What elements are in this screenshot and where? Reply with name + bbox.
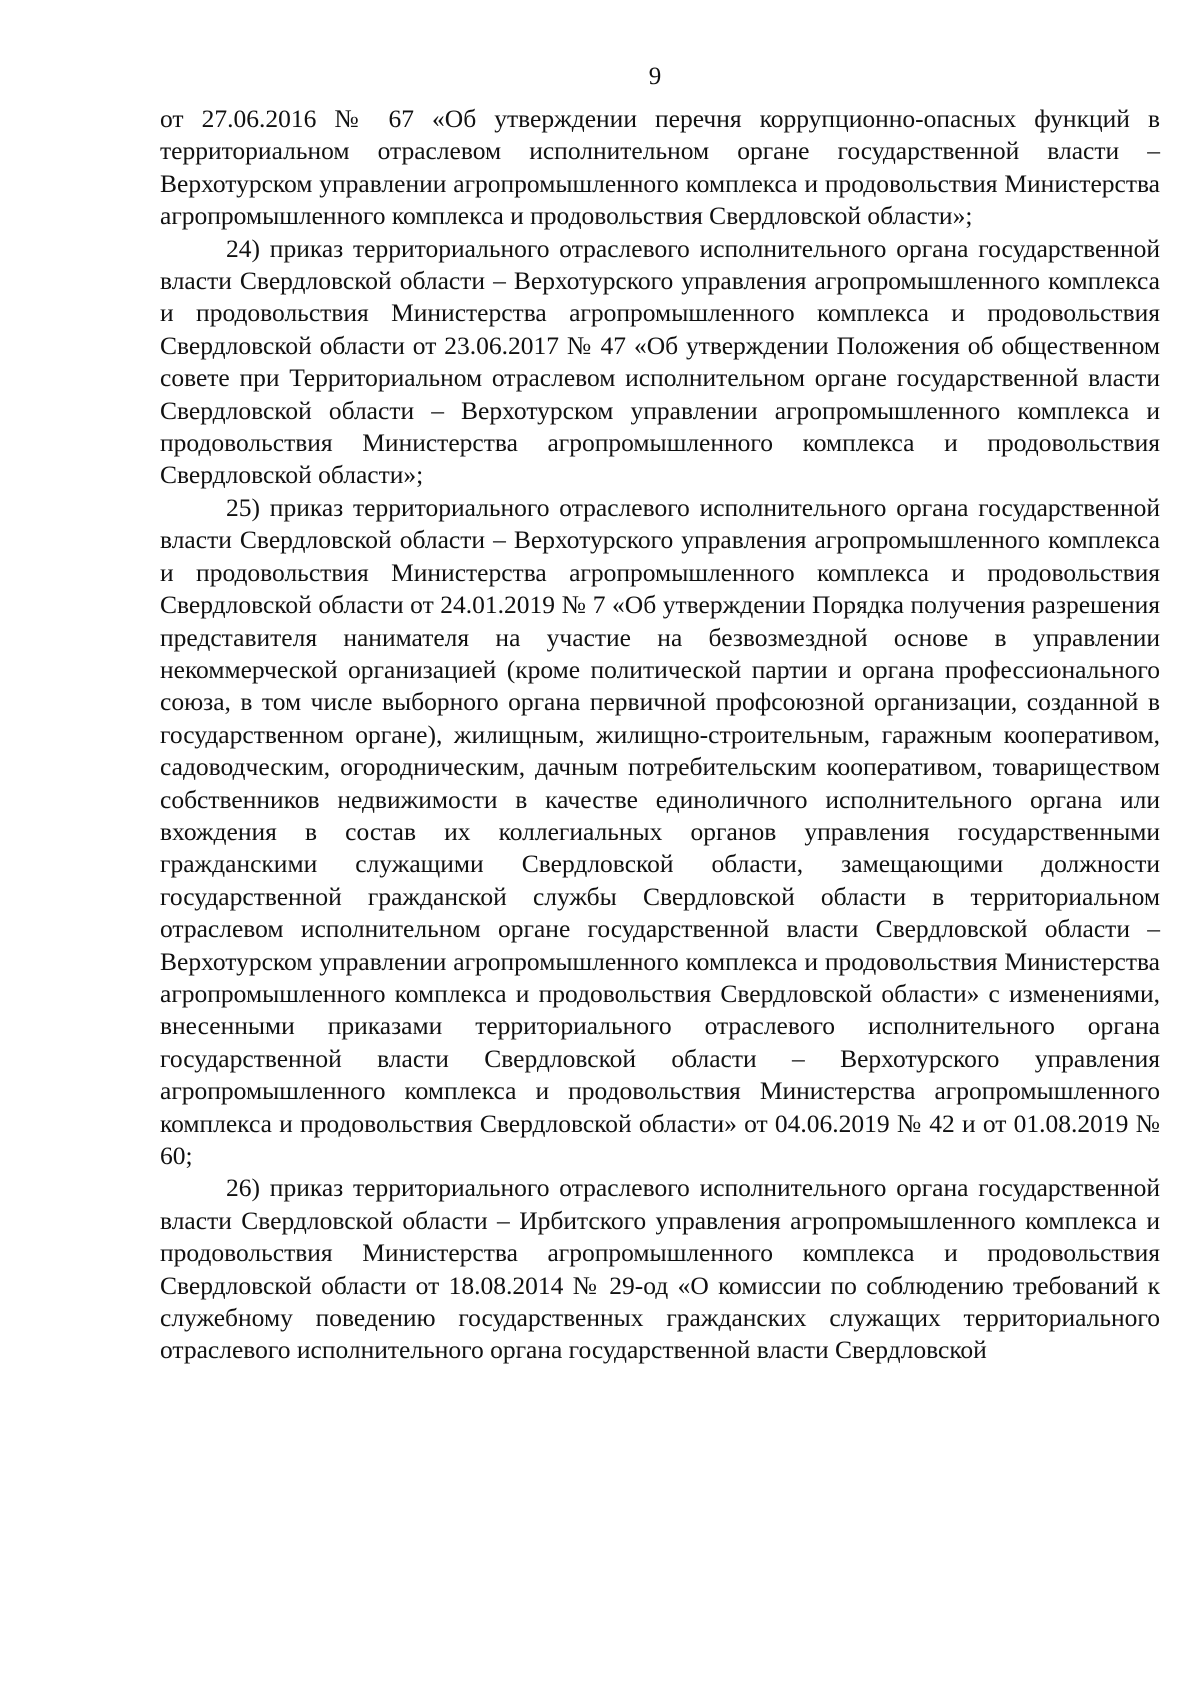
document-body	[160, 103, 1160, 1367]
paragraph-continuation: от 27.06.2016 № 67 «Об утверждении перечня коррупционно-опасных функций в территориальном отраслевом исполнительном органе государственной власти – Верхотурском управлении агропромышленного комплекса и продовольствия Министерства агропромышленного комплекса и продовольствия Свердловской области»;	[160, 104, 1160, 231]
paragraph-item-24: 24) приказ территориального отраслевого исполнительного органа государственной власти Свердловской области – Верхотурского управления агропромышленного комплекса и продовольствия Министерства агропромышленного комплекса и продовольствия Свердловской области от 23.06.2017 № 47 «Об утверждении Положения об общественном совете при Территориальном отраслевом исполнительном органе государственной власти Свердловской области – Верхотурском управлении агропромышленного комплекса и продовольствия Министерства агропромышленного комплекса и продовольствия Свердловской области»;	[160, 233, 1160, 490]
paragraph-item-26: 26) приказ территориального отраслевого исполнительного органа государственной власти Свердловской области – Ирбитского управления агропромышленного комплекса и продовольствия Министерства агропромышленного комплекса и продовольствия Свердловской области от 18.08.2014 № 29-од «О комиссии по соблюдению требований к служебному поведению государственных гражданских служащих территориального отраслевого исполнительного органа государственной власти Свердловской	[160, 1173, 1160, 1365]
paragraph-item-25: 25) приказ территориального отраслевого исполнительного органа государственной власти Свердловской области – Верхотурского управления агропромышленного комплекса и продовольствия Министерства агропромышленного комплекса и продовольствия Свердловской области от 24.01.2019 № 7 «Об утверждении Порядка получения разрешения представителя нанимателя на участие на безвозмездной основе в управлении некоммерческой организацией (кроме политической партии и органа профессионального союза, в том числе выборного органа первичной профсоюзной организации, созданной в государственном органе), жилищным, жилищно-строительным, гаражным кооперативом, садоводческим, огородническим, дачным потребительским кооперативом, товариществом собственников недвижимости в качестве единоличного исполнительного органа или вхождения в состав их коллегиальных органов управления государственными гражданскими служащими Свердловской области, замещающими должности государственной гражданской службы Свердловской области в территориальном отраслевом исполнительном органе государственной власти Свердловской области – Верхотурском управлении агропромышленного комплекса и продовольствия Министерства агропромышленного комплекса и продовольствия Свердловской области» с изменениями, внесенными приказами территориального отраслевого исполнительного органа государственной власти Свердловской области – Верхотурского управления агропромышленного комплекса и продовольствия Министерства агропромышленного комплекса и продовольствия Свердловской области» от 04.06.2019 № 42 и от 01.08.2019 № 60;	[160, 492, 1160, 1170]
page-number: 9	[648, 63, 662, 90]
